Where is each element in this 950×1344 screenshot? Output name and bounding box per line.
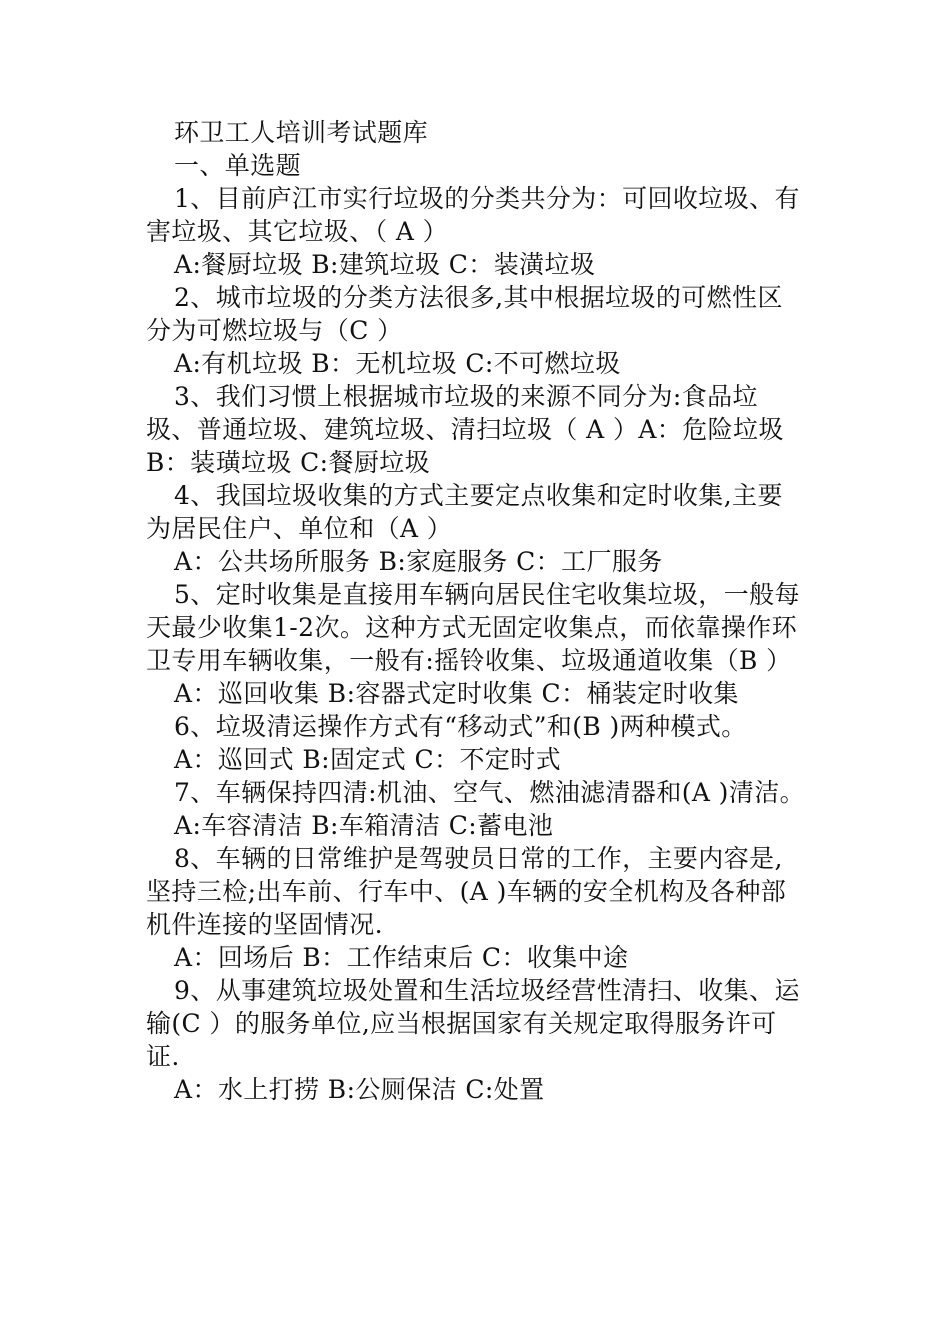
question-2: 2、城市垃圾的分类方法很多,其中根据垃圾的可燃性区分为可燃垃圾与（C ） [146, 283, 783, 345]
options-6: A：巡回式 B:固定式 C：不定时式 [174, 745, 562, 774]
options-7: A:车容清洁 B:车箱清洁 C:蓄电池 [174, 811, 554, 840]
question-5: 5、定时收集是直接用车辆向居民住宅收集垃圾，一般每天最少收集1-2次。这种方式无固定收集点，而依靠操作环卫专用车辆收集，一般有:摇铃收集、垃圾通道收集（B ） [146, 580, 800, 675]
options-8: A：回场后 B：工作结束后 C：收集中途 [174, 943, 629, 972]
question-4: 4、我国垃圾收集的方式主要定点收集和定时收集,主要为居民住户、单位和（A ） [146, 481, 783, 543]
section-heading: 一、单选题 [174, 151, 302, 180]
question-1: 1、目前庐江市实行垃圾的分类共分为：可回收垃圾、有害垃圾、其它垃圾、（ A ） [146, 184, 800, 246]
question-9: 9、从事建筑垃圾处置和生活垃圾经营性清扫、收集、运输(C ）的服务单位,应当根据国家有关规定取得服务许可证. [146, 976, 800, 1071]
options-1: A:餐厨垃圾 B:建筑垃圾 C：装潢垃圾 [174, 250, 596, 279]
question-6: 6、垃圾清运操作方式有“移动式”和(B )两种模式。 [174, 712, 747, 741]
options-4: A：公共场所服务 B:家庭服务 C：工厂服务 [174, 547, 663, 576]
question-8: 8、车辆的日常维护是驾驶员日常的工作，主要内容是,坚持三检;出车前、行车中、(A )车辆的安全机构及各种部机件连接的坚固情况. [146, 844, 787, 939]
options-9: A：水上打捞 B:公厕保洁 C:处置 [174, 1075, 545, 1104]
document-title: 环卫工人培训考试题库 [174, 118, 429, 147]
question-3-with-options: 3、我们习惯上根据城市垃圾的来源不同分为:食品垃圾、普通垃圾、建筑垃圾、清扫垃圾（ A ）A：危险垃圾 B：装璜垃圾 C:餐厨垃圾 [146, 382, 784, 477]
options-5: A：巡回收集 B:容器式定时收集 C：桶装定时收集 [174, 679, 739, 708]
options-2: A:有机垃圾 B：无机垃圾 C:不可燃垃圾 [174, 349, 621, 378]
question-7: 7、车辆保持四清:机油、空气、燃油滤清器和(A )清洁。 [174, 778, 806, 807]
document-body [146, 116, 806, 1106]
